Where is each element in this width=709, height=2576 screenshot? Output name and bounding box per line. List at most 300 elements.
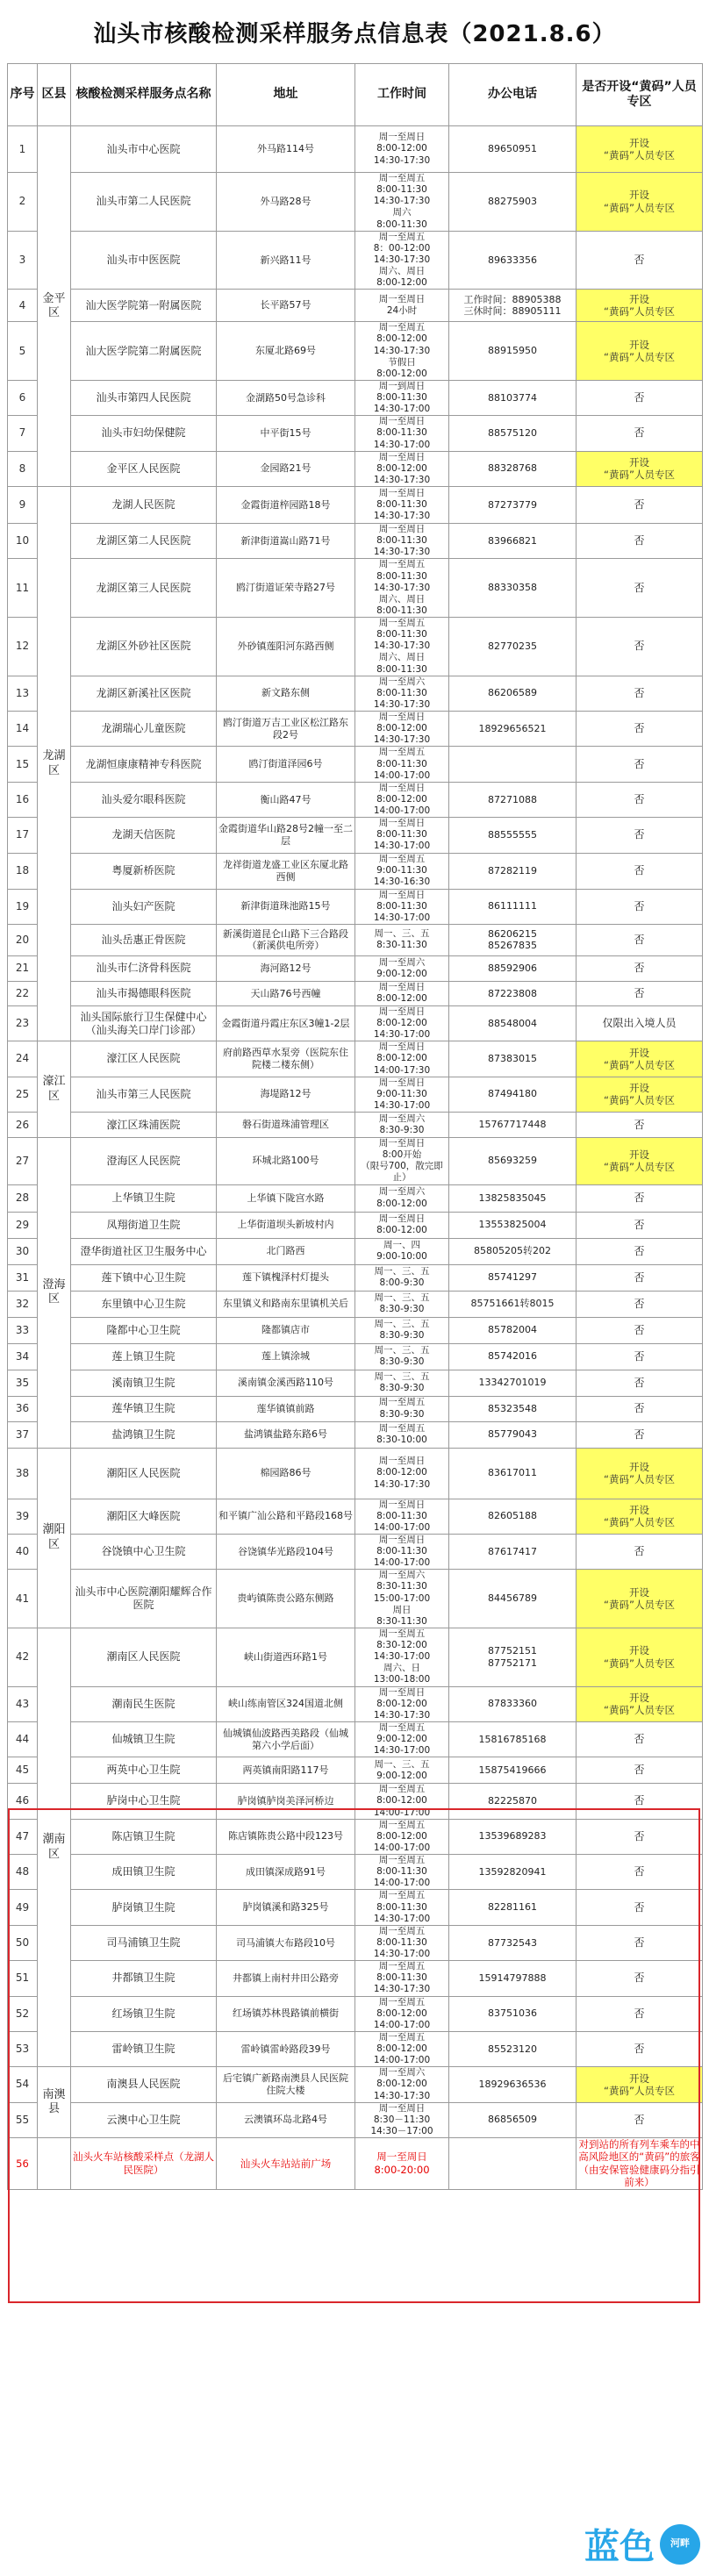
cell-index: 38 xyxy=(8,1448,38,1499)
cell-district: 龙湖区 xyxy=(38,487,71,1041)
cell-index: 40 xyxy=(8,1534,38,1569)
table-row xyxy=(8,1238,703,1264)
cell-hours: 周一至周五 8:30-10:00 xyxy=(355,1421,449,1448)
cell-name: 龙湖天信医院 xyxy=(71,818,217,853)
cell-phone: 13592820941 xyxy=(449,1855,577,1890)
cell-hours: 周一至周日 8:00-11:30 14:00-17:00 xyxy=(355,1499,449,1534)
cell-name: 汕头市中医医院 xyxy=(71,231,217,290)
page-title: 汕头市核酸检测采样服务点信息表（2021.8.6） xyxy=(93,20,616,47)
cell-phone: 88275903 xyxy=(449,173,577,232)
cell-index: 45 xyxy=(8,1757,38,1784)
cell-hours: 周一至周五 8:00-11:30 14:30-17:00 xyxy=(355,1925,449,1960)
cell-address: 新津街道嵩山路71号 xyxy=(217,524,355,559)
cell-phone: 87223808 xyxy=(449,981,577,1005)
cell-hours: 周一至周日 8:00-11:30 14:00-17:00 xyxy=(355,1534,449,1569)
cell-address: 鸥汀街道万吉工业区松江路东段2号 xyxy=(217,712,355,747)
cell-yellow-zone: 否 xyxy=(577,712,703,747)
table-row xyxy=(8,559,703,618)
cell-yellow-zone: 否 xyxy=(577,618,703,676)
cell-name: 汕头市第二人民医院 xyxy=(71,173,217,232)
header-idx: 序号 xyxy=(8,64,38,126)
cell-hours: 周一至周五 8:00-11:30 14:30-17:00 xyxy=(355,1890,449,1925)
cell-hours: 周一至周六 8:00-11:30 14:30-17:30 xyxy=(355,676,449,711)
cell-phone: 85523120 xyxy=(449,2031,577,2066)
cell-index: 26 xyxy=(8,1113,38,1138)
cell-hours: 周一、三、五 8:30-9:30 xyxy=(355,1343,449,1370)
cell-name: 澄海区人民医院 xyxy=(71,1138,217,1185)
cell-district: 澄海区 xyxy=(38,1138,71,1449)
cell-yellow-zone: 否 xyxy=(577,818,703,853)
cell-hours: 周一至周五 8:00-11:30 14:30-17:30 周六、周日 8:00-11:30 xyxy=(355,618,449,676)
cell-yellow-zone: 否 xyxy=(577,524,703,559)
table-row xyxy=(8,1370,703,1396)
cell-yellow-zone: 否 xyxy=(577,955,703,981)
cell-hours: 周一至周日 8:00-11:30 14:30-17:00 xyxy=(355,416,449,451)
cell-name: 凤翔街道卫生院 xyxy=(71,1212,217,1238)
cell-name: 龙湖区新溪社区医院 xyxy=(71,676,217,711)
cell-index: 52 xyxy=(8,1996,38,2031)
header-phone: 办公电话 xyxy=(449,64,577,126)
cell-phone: 87833360 xyxy=(449,1686,577,1721)
cell-name: 南澳县人民医院 xyxy=(71,2067,217,2102)
cell-address: 金霞街道丹霞庄东区3幢1-2层 xyxy=(217,1005,355,1041)
cell-index: 12 xyxy=(8,618,38,676)
cell-name: 龙湖瑞心儿童医院 xyxy=(71,712,217,747)
cell-name: 汕头妇产医院 xyxy=(71,889,217,924)
cell-yellow-zone: 开设 “黄码”人员专区 xyxy=(577,1570,703,1628)
cell-index: 2 xyxy=(8,173,38,232)
cell-yellow-zone: 否 xyxy=(577,416,703,451)
cell-yellow-zone: 否 xyxy=(577,924,703,955)
cell-address: 金霞街道梓园路18号 xyxy=(217,487,355,524)
cell-phone: 85779043 xyxy=(449,1421,577,1448)
cell-index: 10 xyxy=(8,524,38,559)
cell-name: 陈店镇卫生院 xyxy=(71,1819,217,1854)
cell-hours: 周一至周日 8:30－11:30 14:30－17:00 xyxy=(355,2102,449,2137)
cell-name: 龙湖恒康康精神专科医院 xyxy=(71,747,217,782)
cell-address: 龙祥街道龙盛工业区东厦北路西侧 xyxy=(217,853,355,889)
cell-name: 汕头国际旅行卫生保健中心（汕头海关口岸门诊部） xyxy=(71,1005,217,1041)
cell-phone: 85693259 xyxy=(449,1138,577,1185)
table-row xyxy=(8,487,703,524)
cell-name: 汕头市第四人民医院 xyxy=(71,380,217,415)
cell-phone: 87273779 xyxy=(449,487,577,524)
cell-yellow-zone: 否 xyxy=(577,676,703,711)
cell-address: 磐石街道珠浦管理区 xyxy=(217,1113,355,1138)
cell-phone: 13825835045 xyxy=(449,1184,577,1212)
cell-phone: 82281161 xyxy=(449,1890,577,1925)
cell-name: 汕大医学院第二附属医院 xyxy=(71,322,217,381)
cell-yellow-zone: 开设 “黄码”人员专区 xyxy=(577,126,703,173)
cell-hours: 周一至周五 8:00-12:00 14:30-17:30 节假日 8:00-12:00 xyxy=(355,322,449,381)
cell-phone: 85805205转202 xyxy=(449,1238,577,1264)
table-row xyxy=(8,1264,703,1291)
cell-index: 14 xyxy=(8,712,38,747)
cell-phone: 86856509 xyxy=(449,2102,577,2137)
cell-phone: 87617417 xyxy=(449,1534,577,1569)
table-header-row xyxy=(8,64,703,126)
cell-yellow-zone: 否 xyxy=(577,1721,703,1757)
table-row xyxy=(8,1113,703,1138)
cell-address: 衡山路47号 xyxy=(217,782,355,817)
cell-name: 莲下镇中心卫生院 xyxy=(71,1264,217,1291)
cell-address: 新溪街道昆仑山路下三合路段（新溪供电所旁） xyxy=(217,924,355,955)
cell-index: 34 xyxy=(8,1343,38,1370)
table-row xyxy=(8,1819,703,1854)
cell-index: 37 xyxy=(8,1421,38,1448)
cell-district: 潮南区 xyxy=(38,1628,71,2066)
cell-index: 53 xyxy=(8,2031,38,2066)
table-row xyxy=(8,1448,703,1499)
cell-index: 4 xyxy=(8,290,38,322)
table-row xyxy=(8,1077,703,1112)
cell-phone: 87383015 xyxy=(449,1041,577,1077)
cell-name: 云澳中心卫生院 xyxy=(71,2102,217,2137)
cell-index: 43 xyxy=(8,1686,38,1721)
cell-phone: 工作时间：88905388 三休时间：88905111 xyxy=(449,290,577,322)
table-row xyxy=(8,889,703,924)
cell-phone: 84456789 xyxy=(449,1570,577,1628)
table-row xyxy=(8,1138,703,1185)
header-address: 地址 xyxy=(217,64,355,126)
cell-address: 汕头火车站站前广场 xyxy=(217,2138,355,2190)
cell-index: 16 xyxy=(8,782,38,817)
cell-phone: 13553825004 xyxy=(449,1212,577,1238)
table-row xyxy=(8,231,703,290)
cell-name: 汕头市妇幼保健院 xyxy=(71,416,217,451)
cell-hours: 周一至周五 8:30-12:00 14:30-17:00 周六、日 13:00-18:00 xyxy=(355,1628,449,1686)
cell-phone: 88103774 xyxy=(449,380,577,415)
cell-index: 49 xyxy=(8,1890,38,1925)
table-row xyxy=(8,2102,703,2137)
cell-address: 外马路114号 xyxy=(217,126,355,173)
cell-hours: 周一至周日 8:00-11:30 14:30-17:00 xyxy=(355,818,449,853)
cell-phone: 15767717448 xyxy=(449,1113,577,1138)
cell-index: 33 xyxy=(8,1317,38,1343)
cell-yellow-zone: 否 xyxy=(577,1757,703,1784)
cell-address: 雷岭镇雷岭路段39号 xyxy=(217,2031,355,2066)
cell-hours: 周一至周五 9:00-12:00 14:30-17:00 xyxy=(355,1721,449,1757)
table-row xyxy=(8,818,703,853)
cell-district: 南澳县 xyxy=(38,2067,71,2138)
cell-phone: 89633356 xyxy=(449,231,577,290)
cell-name: 濠江区人民医院 xyxy=(71,1041,217,1077)
cell-hours: 周一至周日 8:00-12:00 14:00-17:00 xyxy=(355,782,449,817)
info-table xyxy=(7,63,703,2190)
cell-address: 新津街道珠池路15号 xyxy=(217,889,355,924)
table-row xyxy=(8,380,703,415)
cell-phone: 18929636536 xyxy=(449,2067,577,2102)
cell-hours: 周一至周五 9:00-11:30 14:30-16:30 xyxy=(355,853,449,889)
header-hours: 工作时间 xyxy=(355,64,449,126)
cell-phone: 88915950 xyxy=(449,322,577,381)
cell-hours: 周一、三、五 8:30-9:30 xyxy=(355,1370,449,1396)
cell-phone: 85742016 xyxy=(449,1343,577,1370)
table-row xyxy=(8,1925,703,1960)
table-row xyxy=(8,2067,703,2102)
cell-yellow-zone: 否 xyxy=(577,380,703,415)
cell-phone: 85751661转8015 xyxy=(449,1291,577,1317)
cell-address: 莲上镇涂城 xyxy=(217,1343,355,1370)
cell-name: 盐鸿镇卫生院 xyxy=(71,1421,217,1448)
cell-yellow-zone: 否 xyxy=(577,747,703,782)
cell-phone: 86206589 xyxy=(449,676,577,711)
cell-address: 峡山街道西环路1号 xyxy=(217,1628,355,1686)
cell-name: 潮南区人民医院 xyxy=(71,1628,217,1686)
cell-index: 8 xyxy=(8,451,38,486)
cell-index: 51 xyxy=(8,1961,38,1996)
cell-hours: 周一至周日 8:00-12:00 14:30-17:30 xyxy=(355,451,449,486)
cell-yellow-zone: 开设 “黄码”人员专区 xyxy=(577,322,703,381)
cell-hours: 周一至周日 8:00-12:00 xyxy=(355,1212,449,1238)
cell-index: 30 xyxy=(8,1238,38,1264)
cell-phone: 88555555 xyxy=(449,818,577,853)
cell-yellow-zone: 否 xyxy=(577,1291,703,1317)
table-row xyxy=(8,1499,703,1534)
cell-yellow-zone: 否 xyxy=(577,1212,703,1238)
cell-yellow-zone: 否 xyxy=(577,1370,703,1396)
table-row xyxy=(8,1996,703,2031)
cell-yellow-zone: 否 xyxy=(577,559,703,618)
cell-name: 龙湖区第三人民医院 xyxy=(71,559,217,618)
cell-address: 新兴路11号 xyxy=(217,231,355,290)
cell-name: 潮阳区人民医院 xyxy=(71,1448,217,1499)
cell-phone: 87271088 xyxy=(449,782,577,817)
table-row xyxy=(8,1628,703,1686)
cell-index: 50 xyxy=(8,1925,38,1960)
cell-phone: 87282119 xyxy=(449,853,577,889)
cell-hours: 周一至周五 8:00-12:00 14:00-17:00 xyxy=(355,1784,449,1819)
cell-phone: 82605188 xyxy=(449,1499,577,1534)
cell-address: 云澳镇环岛北路4号 xyxy=(217,2102,355,2137)
table-row xyxy=(8,322,703,381)
cell-address: 金园路21号 xyxy=(217,451,355,486)
cell-hours: 周一至周日 8:00-12:00 14:00-17:30 xyxy=(355,1041,449,1077)
cell-index: 19 xyxy=(8,889,38,924)
table-row xyxy=(8,853,703,889)
cell-hours: 周一至周五 8:00-12:00 14:00-17:00 xyxy=(355,1996,449,2031)
watermark xyxy=(584,2519,700,2569)
cell-yellow-zone: 否 xyxy=(577,1819,703,1854)
cell-yellow-zone: 否 xyxy=(577,782,703,817)
cell-name: 澄华街道社区卫生服务中心 xyxy=(71,1238,217,1264)
cell-district: 濠江区 xyxy=(38,1041,71,1138)
cell-phone: 82225870 xyxy=(449,1784,577,1819)
cell-name: 谷饶镇中心卫生院 xyxy=(71,1534,217,1569)
cell-address: 棉园路86号 xyxy=(217,1448,355,1499)
cell-address: 环城北路100号 xyxy=(217,1138,355,1185)
cell-address: 两英镇南阳路117号 xyxy=(217,1757,355,1784)
cell-hours: 周一至周六 9:00-12:00 xyxy=(355,955,449,981)
cell-yellow-zone: 开设 “黄码”人员专区 xyxy=(577,1448,703,1499)
cell-name: 金平区人民医院 xyxy=(71,451,217,486)
cell-name: 龙湖人民医院 xyxy=(71,487,217,524)
cell-yellow-zone: 否 xyxy=(577,981,703,1005)
cell-index: 46 xyxy=(8,1784,38,1819)
cell-yellow-zone: 否 xyxy=(577,1396,703,1421)
cell-yellow-zone: 开设 “黄码”人员专区 xyxy=(577,1628,703,1686)
cell-hours: 周一、四 9:00-10:00 xyxy=(355,1238,449,1264)
cell-index: 47 xyxy=(8,1819,38,1854)
cell-hours: 周一至周五 8:30-9:30 xyxy=(355,1396,449,1421)
cell-address: 东里镇义和路南东里镇机关后 xyxy=(217,1291,355,1317)
cell-hours: 周一至周五 8:00-11:30 14:30-17:30 周六、周日 8:00-11:30 xyxy=(355,559,449,618)
cell-name: 潮阳区大峰医院 xyxy=(71,1499,217,1534)
cell-phone: 87752151 87752171 xyxy=(449,1628,577,1686)
cell-name: 汕头爱尔眼科医院 xyxy=(71,782,217,817)
cell-address: 司马浦镇大布路段10号 xyxy=(217,1925,355,1960)
cell-name: 汕头岳惠正骨医院 xyxy=(71,924,217,955)
cell-address: 上华街道坝头新坡村内 xyxy=(217,1212,355,1238)
table-row xyxy=(8,747,703,782)
cell-address: 盐鸿镇盐路东路6号 xyxy=(217,1421,355,1448)
cell-address: 上华镇下陇宫水路 xyxy=(217,1184,355,1212)
cell-address: 新文路东侧 xyxy=(217,676,355,711)
cell-address: 外马路28号 xyxy=(217,173,355,232)
cell-hours: 周一至周日 8:00-12:00 14:30-17:30 xyxy=(355,1448,449,1499)
table-row xyxy=(8,618,703,676)
cell-name: 汕头市揭德眼科医院 xyxy=(71,981,217,1005)
cell-name: 溪南镇卫生院 xyxy=(71,1370,217,1396)
cell-name: 井都镇卫生院 xyxy=(71,1961,217,1996)
cell-hours: 周一至周五 8:00-12:00 14:00-17:00 xyxy=(355,1819,449,1854)
cell-phone: 86206215 85267835 xyxy=(449,924,577,955)
cell-yellow-zone: 开设 “黄码”人员专区 xyxy=(577,1499,703,1534)
cell-phone: 15816785168 xyxy=(449,1721,577,1757)
cell-hours: 周一至周五 8：00-12:00 14:30-17:30 周六、周日 8:00-12:00 xyxy=(355,231,449,290)
cell-address: 鸥汀街道泽园6号 xyxy=(217,747,355,782)
cell-phone: 83751036 xyxy=(449,1996,577,2031)
table-row xyxy=(8,712,703,747)
cell-name: 东里镇中心卫生院 xyxy=(71,1291,217,1317)
cell-phone: 88328768 xyxy=(449,451,577,486)
table-row xyxy=(8,524,703,559)
cell-address: 溪南镇金溪西路110号 xyxy=(217,1370,355,1396)
cell-phone: 86111111 xyxy=(449,889,577,924)
cell-hours: 周一至周日 9:00-11:30 14:30-17:00 xyxy=(355,1077,449,1112)
cell-address: 外砂镇莲阳河东路西侧 xyxy=(217,618,355,676)
cell-phone xyxy=(449,747,577,782)
cell-phone: 87494180 xyxy=(449,1077,577,1112)
cell-name: 胪岗中心卫生院 xyxy=(71,1784,217,1819)
cell-hours: 周一至周日 24小时 xyxy=(355,290,449,322)
cell-yellow-zone: 否 xyxy=(577,853,703,889)
cell-index: 48 xyxy=(8,1855,38,1890)
table-row xyxy=(8,1686,703,1721)
cell-phone xyxy=(449,2138,577,2190)
table-row xyxy=(8,1184,703,1212)
cell-yellow-zone: 开设 “黄码”人员专区 xyxy=(577,290,703,322)
table-row xyxy=(8,173,703,232)
cell-yellow-zone: 否 xyxy=(577,1784,703,1819)
cell-index: 29 xyxy=(8,1212,38,1238)
cell-address: 隆都镇店市 xyxy=(217,1317,355,1343)
cell-name: 司马浦镇卫生院 xyxy=(71,1925,217,1960)
cell-name: 隆都中心卫生院 xyxy=(71,1317,217,1343)
cell-name: 两英中心卫生院 xyxy=(71,1757,217,1784)
cell-address: 后宅镇广新路南澳县人民医院住院大楼 xyxy=(217,2067,355,2102)
cell-address: 莲华镇镇前路 xyxy=(217,1396,355,1421)
cell-index: 17 xyxy=(8,818,38,853)
cell-phone: 88548004 xyxy=(449,1005,577,1041)
cell-hours: 周一、三、五 9:00-12:00 xyxy=(355,1757,449,1784)
cell-hours: 周一至周日 8:00-12:00 14:30-17:30 xyxy=(355,126,449,173)
cell-yellow-zone: 开设 “黄码”人员专区 xyxy=(577,451,703,486)
cell-hours: 周一至周六 8:30-11:30 15:00-17:00 周日 8:30-11:30 xyxy=(355,1570,449,1628)
cell-index: 31 xyxy=(8,1264,38,1291)
cell-yellow-zone: 开设 “黄码”人员专区 xyxy=(577,1041,703,1077)
cell-yellow-zone: 开设 “黄码”人员专区 xyxy=(577,1077,703,1112)
cell-yellow-zone: 否 xyxy=(577,1113,703,1138)
cell-phone: 85323548 xyxy=(449,1396,577,1421)
cell-hours: 周一至周五 8:00-11:30 14:30-17:30 周六 8:00-11:30 xyxy=(355,173,449,232)
cell-name: 粤厦新桥医院 xyxy=(71,853,217,889)
table-row xyxy=(8,1212,703,1238)
cell-name: 成田镇卫生院 xyxy=(71,1855,217,1890)
cell-address: 胪岗镇胪岗美泽河桥边 xyxy=(217,1784,355,1819)
cell-yellow-zone: 否 xyxy=(577,1264,703,1291)
cell-index: 6 xyxy=(8,380,38,415)
cell-address: 陈店镇陈贵公路中段123号 xyxy=(217,1819,355,1854)
cell-phone: 88330358 xyxy=(449,559,577,618)
table-row xyxy=(8,1041,703,1077)
cell-yellow-zone: 否 xyxy=(577,1996,703,2031)
cell-address: 红场镇苏林畏路镇前横街 xyxy=(217,1996,355,2031)
cell-address: 峡山练南管区324国道北侧 xyxy=(217,1686,355,1721)
cell-yellow-zone: 否 xyxy=(577,1534,703,1569)
cell-name: 红场镇卫生院 xyxy=(71,1996,217,2031)
cell-address: 东厦北路69号 xyxy=(217,322,355,381)
cell-name: 濠江区珠浦医院 xyxy=(71,1113,217,1138)
cell-hours: 周一、三、五 8:30-9:30 xyxy=(355,1317,449,1343)
cell-name: 汕大医学院第一附属医院 xyxy=(71,290,217,322)
cell-name: 龙湖区外砂社区医院 xyxy=(71,618,217,676)
cell-yellow-zone: 否 xyxy=(577,1890,703,1925)
cell-name: 潮南民生医院 xyxy=(71,1686,217,1721)
cell-address: 莲下镇槐泽村灯提头 xyxy=(217,1264,355,1291)
cell-address: 海河路12号 xyxy=(217,955,355,981)
cell-yellow-zone: 否 xyxy=(577,1925,703,1960)
cell-yellow-zone: 否 xyxy=(577,231,703,290)
table-row xyxy=(8,955,703,981)
cell-index: 5 xyxy=(8,322,38,381)
cell-yellow-zone: 否 xyxy=(577,1184,703,1212)
cell-address: 府前路西草水泵旁（医院东住院楼二楼东侧） xyxy=(217,1041,355,1077)
table-body xyxy=(8,126,703,2190)
cell-address: 和平镇广汕公路和平路段168号 xyxy=(217,1499,355,1534)
cell-name: 汕头市第三人民医院 xyxy=(71,1077,217,1112)
table-row xyxy=(8,126,703,173)
cell-index: 18 xyxy=(8,853,38,889)
cell-address: 金湖路50号急诊科 xyxy=(217,380,355,415)
cell-phone: 85741297 xyxy=(449,1264,577,1291)
cell-hours: 周一至周五 8:00-11:30 14:00-17:00 xyxy=(355,747,449,782)
table-row xyxy=(8,1396,703,1421)
cell-name: 汕头市仁济骨科医院 xyxy=(71,955,217,981)
table-row xyxy=(8,2138,703,2190)
cell-yellow-zone: 否 xyxy=(577,1855,703,1890)
header-name: 核酸检测采样服务点名称 xyxy=(71,64,217,126)
cell-index: 25 xyxy=(8,1077,38,1112)
cell-index: 20 xyxy=(8,924,38,955)
cell-address: 长平路57号 xyxy=(217,290,355,322)
cell-name: 上华镇卫生院 xyxy=(71,1184,217,1212)
cell-yellow-zone: 否 xyxy=(577,1343,703,1370)
table-row xyxy=(8,1961,703,1996)
table-row xyxy=(8,1721,703,1757)
cell-name: 汕头市中心医院潮阳耀辉合作医院 xyxy=(71,1570,217,1628)
table-row xyxy=(8,1343,703,1370)
